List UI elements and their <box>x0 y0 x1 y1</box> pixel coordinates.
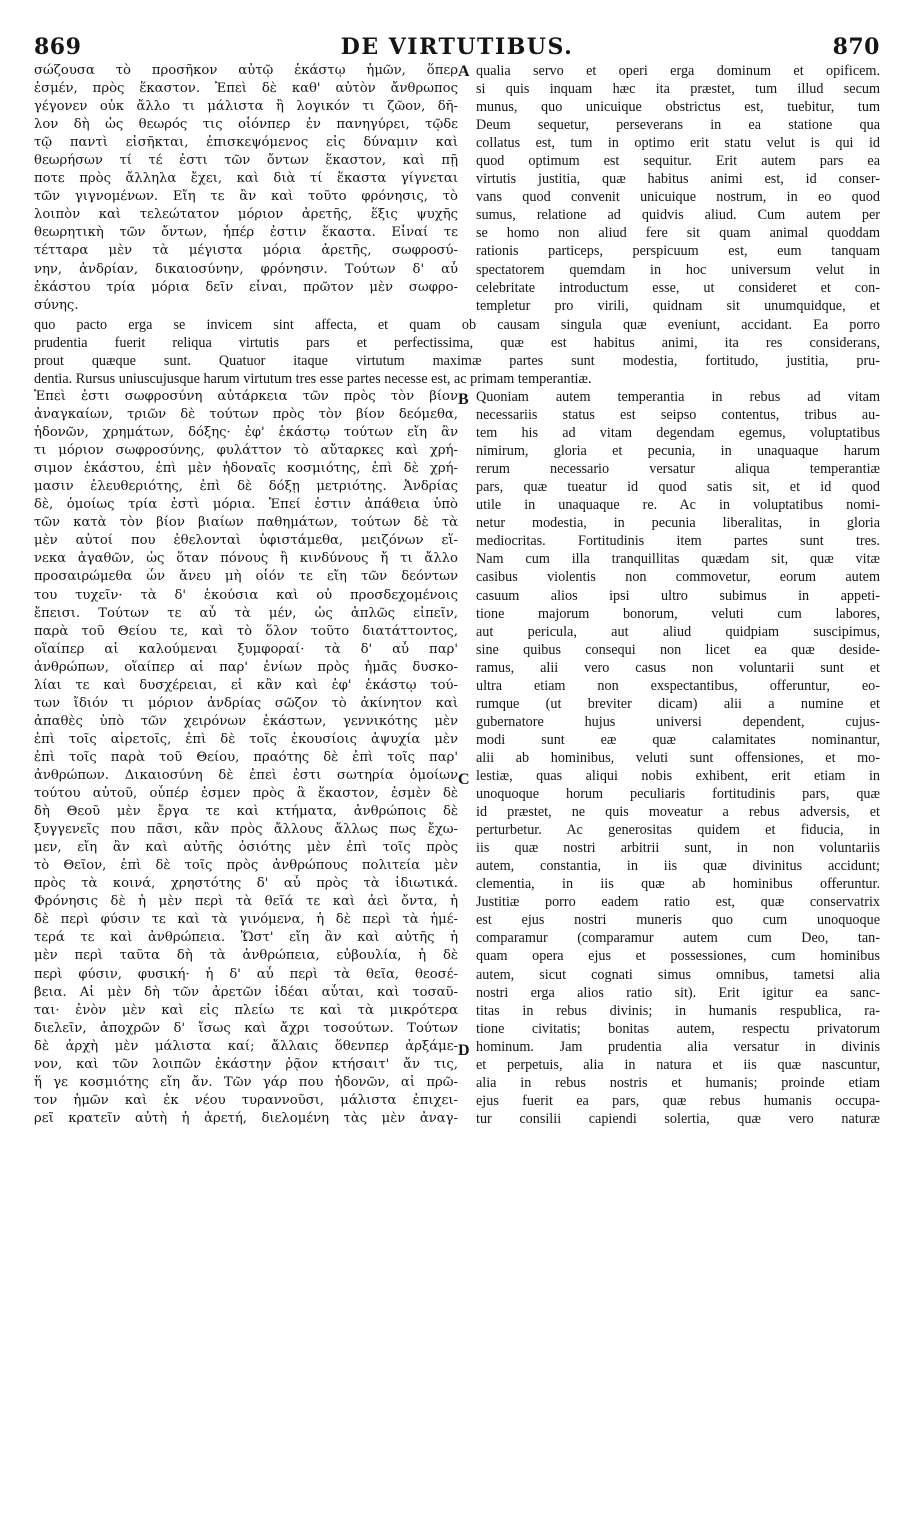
greek-text-line: σιμον ἑκάστου, ἐπὶ μὲν ἡδοναῖς κοσμιότης, ἐπὶ δὲ χρή- <box>34 461 458 477</box>
greek-text-line: βεια. Αἱ μὲν δὴ τῶν ἀρετῶν ἰδέαι αὗται, καὶ τοσαῦ- <box>34 984 458 1000</box>
latin-text-line: nostri erga alios ratio sit). Erit igitur ea sanc- <box>476 984 880 1001</box>
section-1 <box>0 62 919 315</box>
greek-text-line: ἐπὶ τοῖς αἱρετοῖς, ἐπὶ δὲ τοῖς ἑκουσίοις ἀψυχία μὲν <box>34 731 458 747</box>
greek-text-line: τούτου αὐτοῦ, οὗπέρ ἐσμεν πρὸς ἃ ἕκαστον, ἐσμὲν δὲ <box>34 786 458 802</box>
latin-text-line: autem, constantia, in iis quæ divinitus accidunt; <box>476 858 880 875</box>
greek-text-line: ἑκάστου τρία μόρια δεῖν εἶναι, πρῶτον μὲν σωφρο- <box>34 279 458 295</box>
greek-text-line: ται· ἐνὸν μὲν καὶ εἰς πλείω τε καὶ τὰ μικρότερα <box>34 1002 458 1018</box>
greek-text-line: γέγονεν οὐκ ἄλλο τι μάλιστα ἢ λογικόν τι ζῶον, δῆ- <box>34 99 458 115</box>
greek-text-line: λίαι τε καὶ δυσχέρειαι, εἰ κἂν καὶ ἐφ' ἑκάστῳ τού- <box>34 677 458 693</box>
latin-text-line: iis quæ nostri arbitrii sunt, in non voluntariis <box>476 840 880 857</box>
greek-text-line: νην, ἀνδρίαν, δικαιοσύνην, φρόνησιν. Τούτων δ' αὖ <box>34 261 458 277</box>
greek-text-line: ποτε πρὸς ἄλληλα ἔχει, καὶ διὰ τί ἕκαστα γίγνεται <box>34 171 458 187</box>
latin-text-line: alia in rebus nostris et humanis; proinde etiam <box>476 1074 880 1091</box>
greek-text-line: τῷ παντὶ εἰσῆκται, ἐπισκεψόμενος εἰς δύναμιν καὶ <box>34 135 458 151</box>
latin-text-line: clementia, in iis quæ ab hominibus offeruntur. <box>476 876 880 893</box>
latin-text-line: ultra etiam non exspectantibus, offeruntur, eo- <box>476 677 880 694</box>
latin-text-line: templetur pro virili, quidnam sit unumquidque, et <box>476 297 880 314</box>
latin-text-line: rerum necessario versatur aliqua temperantiæ <box>476 461 880 478</box>
latin-text-line: prout quæque sunt. Quatuor itaque virtutum maximæ partes sunt modestia, fortitudo, justitia, pru- <box>34 353 880 370</box>
greek-text-line: τῶν κατὰ τὸν βίον βιαίων παθημάτων, τούτων δὲ τὰ <box>34 515 458 531</box>
latin-text-line: Deum sequetur, perseverans in ea statione qua <box>476 117 880 134</box>
greek-text-line: δὲ, ὁμοίως τρία ἐστὶ μόρια. Ἐπεί ἐστιν ἀπάθεια ὑπὸ <box>34 497 458 513</box>
margin-letter-d: D <box>458 1042 470 1059</box>
latin-text-line: gubernatore hujus universi dependent, cujus- <box>476 713 880 730</box>
greek-text-line: τέτταρα μὲν τὰ μέγιστα μόρια ἀρετῆς, σωφροσύ- <box>34 243 458 259</box>
greek-text-line: ρεῖ κρατεῖν αὐτὴ ἡ ἀρετή, διελομένη τὰς μὲν ἀναγ- <box>34 1110 458 1126</box>
latin-text-line: quam opera ejus et possessiones, cum hominibus <box>476 948 880 965</box>
latin-text-line: titas in rebus divinis; in humanis respublica, ra- <box>476 1002 880 1019</box>
latin-text-line: pars, quæ tueatur id quod satis sit, et id quod <box>476 479 880 496</box>
greek-text-line: λον δὴ ὡς θεωρός τις οἷόνπερ ἐν πανηγύρει, τῷδε <box>34 117 458 133</box>
latin-column <box>476 62 880 315</box>
greek-text-line: νον, καὶ τῶν λοιπῶν ἑκάστην ῥᾷον κτήσαιτ' ἄν τις, <box>34 1056 458 1072</box>
greek-text-line: ξυγγενεῖς που πᾶσι, κἂν πρὸς ἄλλους ἄλλως πως ἔχω- <box>34 822 458 838</box>
greek-text-line: ἥ γε κοσμιότης εἴη ἄν. Τῶν γάρ που ἡδονῶν, αἱ πρῶ- <box>34 1074 458 1090</box>
greek-text-line: του τυχεῖν· τὰ δ' ἑκούσια καὶ οὐ προσδεχομένοις <box>34 587 458 603</box>
greek-text-line: ἀνθρώπων. Δικαιοσύνη δὲ ἐπεὶ ἐστι σωτηρία ὁμοίων <box>34 767 458 783</box>
latin-text-line: si quis inquam hæc ita præstet, tum illud secum <box>476 81 880 98</box>
greek-text-line: σύνης. <box>34 297 79 313</box>
latin-text-line: prudentia fuerit reliqua virtutis pars et perfectissima, quæ est habitus animi, ita res considerans, <box>34 335 880 352</box>
greek-text-line: τερά τε καὶ ἀνθρώπεια. Ὥστ' εἴη ἂν καὶ αὐτῆς ἡ <box>34 930 458 946</box>
latin-text-line: id præstet, ne quis moveatur a rebus adversis, et <box>476 804 880 821</box>
greek-text-line: ἔπεισι. Τούτων τε αὖ τὰ μέν, ὡς ἁπλῶς εἰπεῖν, <box>34 605 458 621</box>
greek-text-line: ἀναγκαίων, τριῶν δὲ τούτων πρὸς τὸν βίον δεόμεθα, <box>34 407 458 423</box>
page-number-left: 869 <box>34 34 82 60</box>
greek-text-line: ἐσμέν, πρὸς ἕκαστον. Ἐπεὶ δὲ καθ' αὑτὸν ἄνθρωπος <box>34 81 458 97</box>
latin-text-line: Justitiæ porro eadem ratio est, quæ conservatrix <box>476 894 880 911</box>
greek-text-line: δὲ ἀρχὴ μὲν μάλιστα καί; ἄλλαις ὅθενπερ ἀρξάμε- <box>34 1038 458 1054</box>
greek-text-line: μασιν ἐλευθεριότης, ἐπὶ δὲ δόξῃ μετριότης. Ἀνδρίας <box>34 479 458 495</box>
latin-text-line: unoquoque horum peculiaris fortitudinis pars, quæ <box>476 786 880 803</box>
greek-text-line: μεν, εἴη ἂν καὶ αὐτῆς ὁσιότης μὲν ἐπὶ τοῖς πρὸς <box>34 840 458 856</box>
greek-column <box>34 62 458 315</box>
greek-text-line: διελεῖν, ἀποχρῶν δ' ἴσως καὶ ἄχρι τοσούτων. Τούτων <box>34 1020 458 1036</box>
greek-text-line: Ἐπεὶ ἐστι σωφροσύνη αὐτάρκεια τῶν πρὸς τὸν βίον <box>34 389 458 404</box>
greek-text-line: ἀνθρώπων, οἵαίπερ αἱ παρ' ἐνίων πρὸς ἡμᾶς δυσκο- <box>34 659 458 675</box>
latin-text-line: sine quibus consequi non licet ea quæ deside- <box>476 641 880 658</box>
latin-text-line: necessariis status est seipso contentus, tribus au- <box>476 407 880 424</box>
greek-text-line: των ἴδιόν τι μόριον ἀνδρίας σῶζον τὸ ἀκίνητον καὶ <box>34 695 458 711</box>
latin-text-line: mediocritas. Fortitudinis item partes sunt tres. <box>476 533 880 550</box>
latin-text-line: casuum alios ipsi ultro subimus in appeti- <box>476 587 880 604</box>
latin-text-line: celebritate introductum esse, ut consideret et con- <box>476 279 880 296</box>
latin-text-line: tur consilii capiendi solertia, quæ vero naturæ <box>476 1110 880 1127</box>
latin-text-line: alii ab hominibus, veluti sunt offensiones, et mo- <box>476 749 880 766</box>
greek-text-line: ἐπὶ τοῖς παρὰ τοῦ Θείου, πραότης δὲ ἐπὶ τοῖς παρ' <box>34 749 458 765</box>
latin-text-line: casibus violentis non commovetur, eorum autem <box>476 569 880 586</box>
greek-text-line: περὶ φύσιν, φυσική· ἡ δ' αὖ περὶ τὰ θεῖα, θεοσέ- <box>34 966 458 982</box>
latin-text-line: tione majorum bonorum, veluti cum labores, <box>476 605 880 622</box>
latin-text-line: munus, quo unicuique obstrictus est, tuebitur, tum <box>476 99 880 116</box>
greek-text-line: μὲν περὶ ταῦτα δὴ τὰ ἀνθρώπεια, εὐβουλία, ἡ δὲ <box>34 948 458 964</box>
greek-text-line: τον ἡμῶν καὶ ἐκ νέου τυραννοῦσι, μάλιστα ἐπιχει- <box>34 1092 458 1108</box>
latin-column <box>476 388 880 1128</box>
margin-letter-a: A <box>458 63 470 80</box>
latin-text-line: rationis particeps, perspicuum est, eum tanquam <box>476 243 880 260</box>
greek-text-line: νεκα ἀγαθῶν, ὡς ὅταν πόνους ἢ κινδύνους ἤ τι ἄλλο <box>34 551 458 567</box>
greek-text-line: Φρόνησις δὲ ἡ μὲν περὶ τὰ θεῖά τε καὶ ἀεὶ ὄντα, ἡ <box>34 894 458 910</box>
greek-text-line: θεωρήσων τί τέ ἐστι τῶν ὄντων ἕκαστον, καὶ πῇ <box>34 153 458 169</box>
latin-text-line: quo pacto erga se invicem sint affecta, et quam ob causam singula quæ eveniunt, accidant. Ea porro <box>34 317 880 333</box>
greek-text-line: δὲ περὶ φύσιν τε καὶ τὰ γινόμενα, ἡ δὲ περὶ τὰ ἡμέ- <box>34 912 458 928</box>
latin-text-line: rumque (ut breviter dicam) alii a numine et <box>476 695 880 712</box>
greek-text-line: θεωρητικὴ τῶν ὄντων, ἧπέρ ἐστιν ἕκαστα. Εἶναί τε <box>34 225 458 241</box>
latin-text-line: comparamur (comparamur autem cum Deo, tan- <box>476 930 880 947</box>
latin-text-line: ejus fuerit ea pars, quæ rebus humanis occupa- <box>476 1092 880 1109</box>
greek-text-line: οἵαίπερ αἱ καλούμεναι ξυμφοραί· τὰ δ' αὖ παρ' <box>34 641 458 657</box>
latin-text-line: se homo non aliud fere sit quam animal quoddam <box>476 225 880 242</box>
section-2 <box>0 388 919 1133</box>
latin-text-line: collatus est, tum in optimo erit statu velut is qui id <box>476 135 880 152</box>
greek-text-line: παρὰ τοῦ Θείου τε, καὶ τὸ ὅλον τοῦτο διατάττοντος, <box>34 623 458 639</box>
greek-text-line: μὲν αὐτοί που ἐθελονταὶ ὑφιστάμεθα, μειζόνων εἵ- <box>34 533 458 549</box>
latin-text-line: et perpetuis, alia in natura et iis quæ nascuntur, <box>476 1056 880 1073</box>
latin-text-line: netur modestia, in pecunia liberalitas, in gloria <box>476 515 880 532</box>
greek-text-line: λοιπὸν καὶ τελεώτατον μόριον ἀρετῆς, ἕξις ψυχῆς <box>34 207 458 223</box>
greek-text-line: ἡδονῶν, χρημάτων, δόξης· ἐφ' ἑκάστῳ τούτων εἴη ἂν <box>34 425 458 441</box>
latin-text-line: modi sunt eæ quæ calamitates nominantur, <box>476 731 880 748</box>
latin-text-line: aut pericula, aut aliud quidpiam suscipimus, <box>476 623 880 640</box>
latin-text-line: tione civitatis; bonitas autem, respectu privatorum <box>476 1020 880 1037</box>
latin-text-line: Nam cum illa tranquillitas quædam sit, quæ vitæ <box>476 551 880 568</box>
latin-text-line: nimirum, gloria et pecunia, in unaquaque harum <box>476 443 880 460</box>
latin-text-line: hominum. Jam prudentia alia versatur in divinis <box>476 1038 880 1055</box>
latin-text-line: utile in unaquaque re. Ac in voluptatibus nomi- <box>476 497 880 514</box>
greek-text-line: πρὸς τὰ κοινά, χρηστότης δ' αὖ πρὸς τὰ ἰδιωτικά. <box>34 876 458 892</box>
running-title: DE VIRTUTIBUS. <box>340 34 574 60</box>
full-width-latin-paragraph <box>34 316 880 388</box>
latin-text-line: qualia servo et operi erga dominum et opificem. <box>476 63 880 79</box>
greek-text-line: ἀπαθὲς ὑπὸ τῶν χειρόνων ἑκάστων, γεννικότης μὲν <box>34 713 458 729</box>
latin-text-line: quod optimum est sequitur. Erit autem pars ea <box>476 153 880 170</box>
latin-text-line: autem, sicut cognati simus omnibus, tametsi alia <box>476 966 880 983</box>
latin-text-line: Quoniam autem temperantia in rebus ad vitam <box>476 389 880 405</box>
latin-text-line: est ejus nostri muneris quo cum unoquoque <box>476 912 880 929</box>
latin-text-line: lestiæ, quas aliqui nobis exhibent, erit etiam in <box>476 767 880 784</box>
greek-column <box>34 388 458 1128</box>
greek-text-line: τι μόριον σωφροσύνης, φυλάττον τὸ αὔταρκες καὶ χρή- <box>34 443 458 459</box>
latin-text-line: tem his ad vitam degendam egemus, voluptatibus <box>476 425 880 442</box>
greek-text-line: τῶν γιγνομένων. Εἴη τε ἂν καὶ τοῦτο φρόνησις, τὸ <box>34 189 458 205</box>
greek-text-line: προσαιρώμεθα ὧν ἄνευ μὴ οἷόν τε εἴη τῶν δεόντων <box>34 569 458 585</box>
margin-letter-c: C <box>458 771 470 788</box>
greek-text-line: τὸ Θεῖον, ἐπὶ δὲ τοῖς πρὸς ἀνθρώπους πολιτεία μὲν <box>34 858 458 874</box>
greek-text-line: δὴ Θεοῦ μὲν ἔργα τε καὶ κτήματα, ἀνθρώποις δὲ <box>34 804 458 820</box>
latin-text-line: virtutis justitia, quæ habitus animi est, id conser- <box>476 171 880 188</box>
latin-text-line: spectatorem quemdam in hoc universum velut in <box>476 261 880 278</box>
latin-text-line: perturbetur. Ac generositas quidem et fiducia, in <box>476 822 880 839</box>
latin-text-line: sumus, relatione ad quidvis aliud. Cum autem per <box>476 207 880 224</box>
greek-text-line: σώζουσα τὸ προσῆκον αὐτῷ ἑκάστῳ ἡμῶν, ὅπερ <box>34 63 458 78</box>
latin-text-line: dentia. Rursus uniuscujusque harum virtutum tres esse partes necesse est, ac primam temperantiæ. <box>34 371 592 388</box>
margin-letter-b: B <box>458 391 469 408</box>
latin-text-line: vans quod convenit unicuique nostrum, in eo quod <box>476 189 880 206</box>
latin-text-line: ramus, alii vero casus non voluntarii sunt et <box>476 659 880 676</box>
page-header <box>34 34 880 60</box>
page-number-right: 870 <box>832 34 880 60</box>
